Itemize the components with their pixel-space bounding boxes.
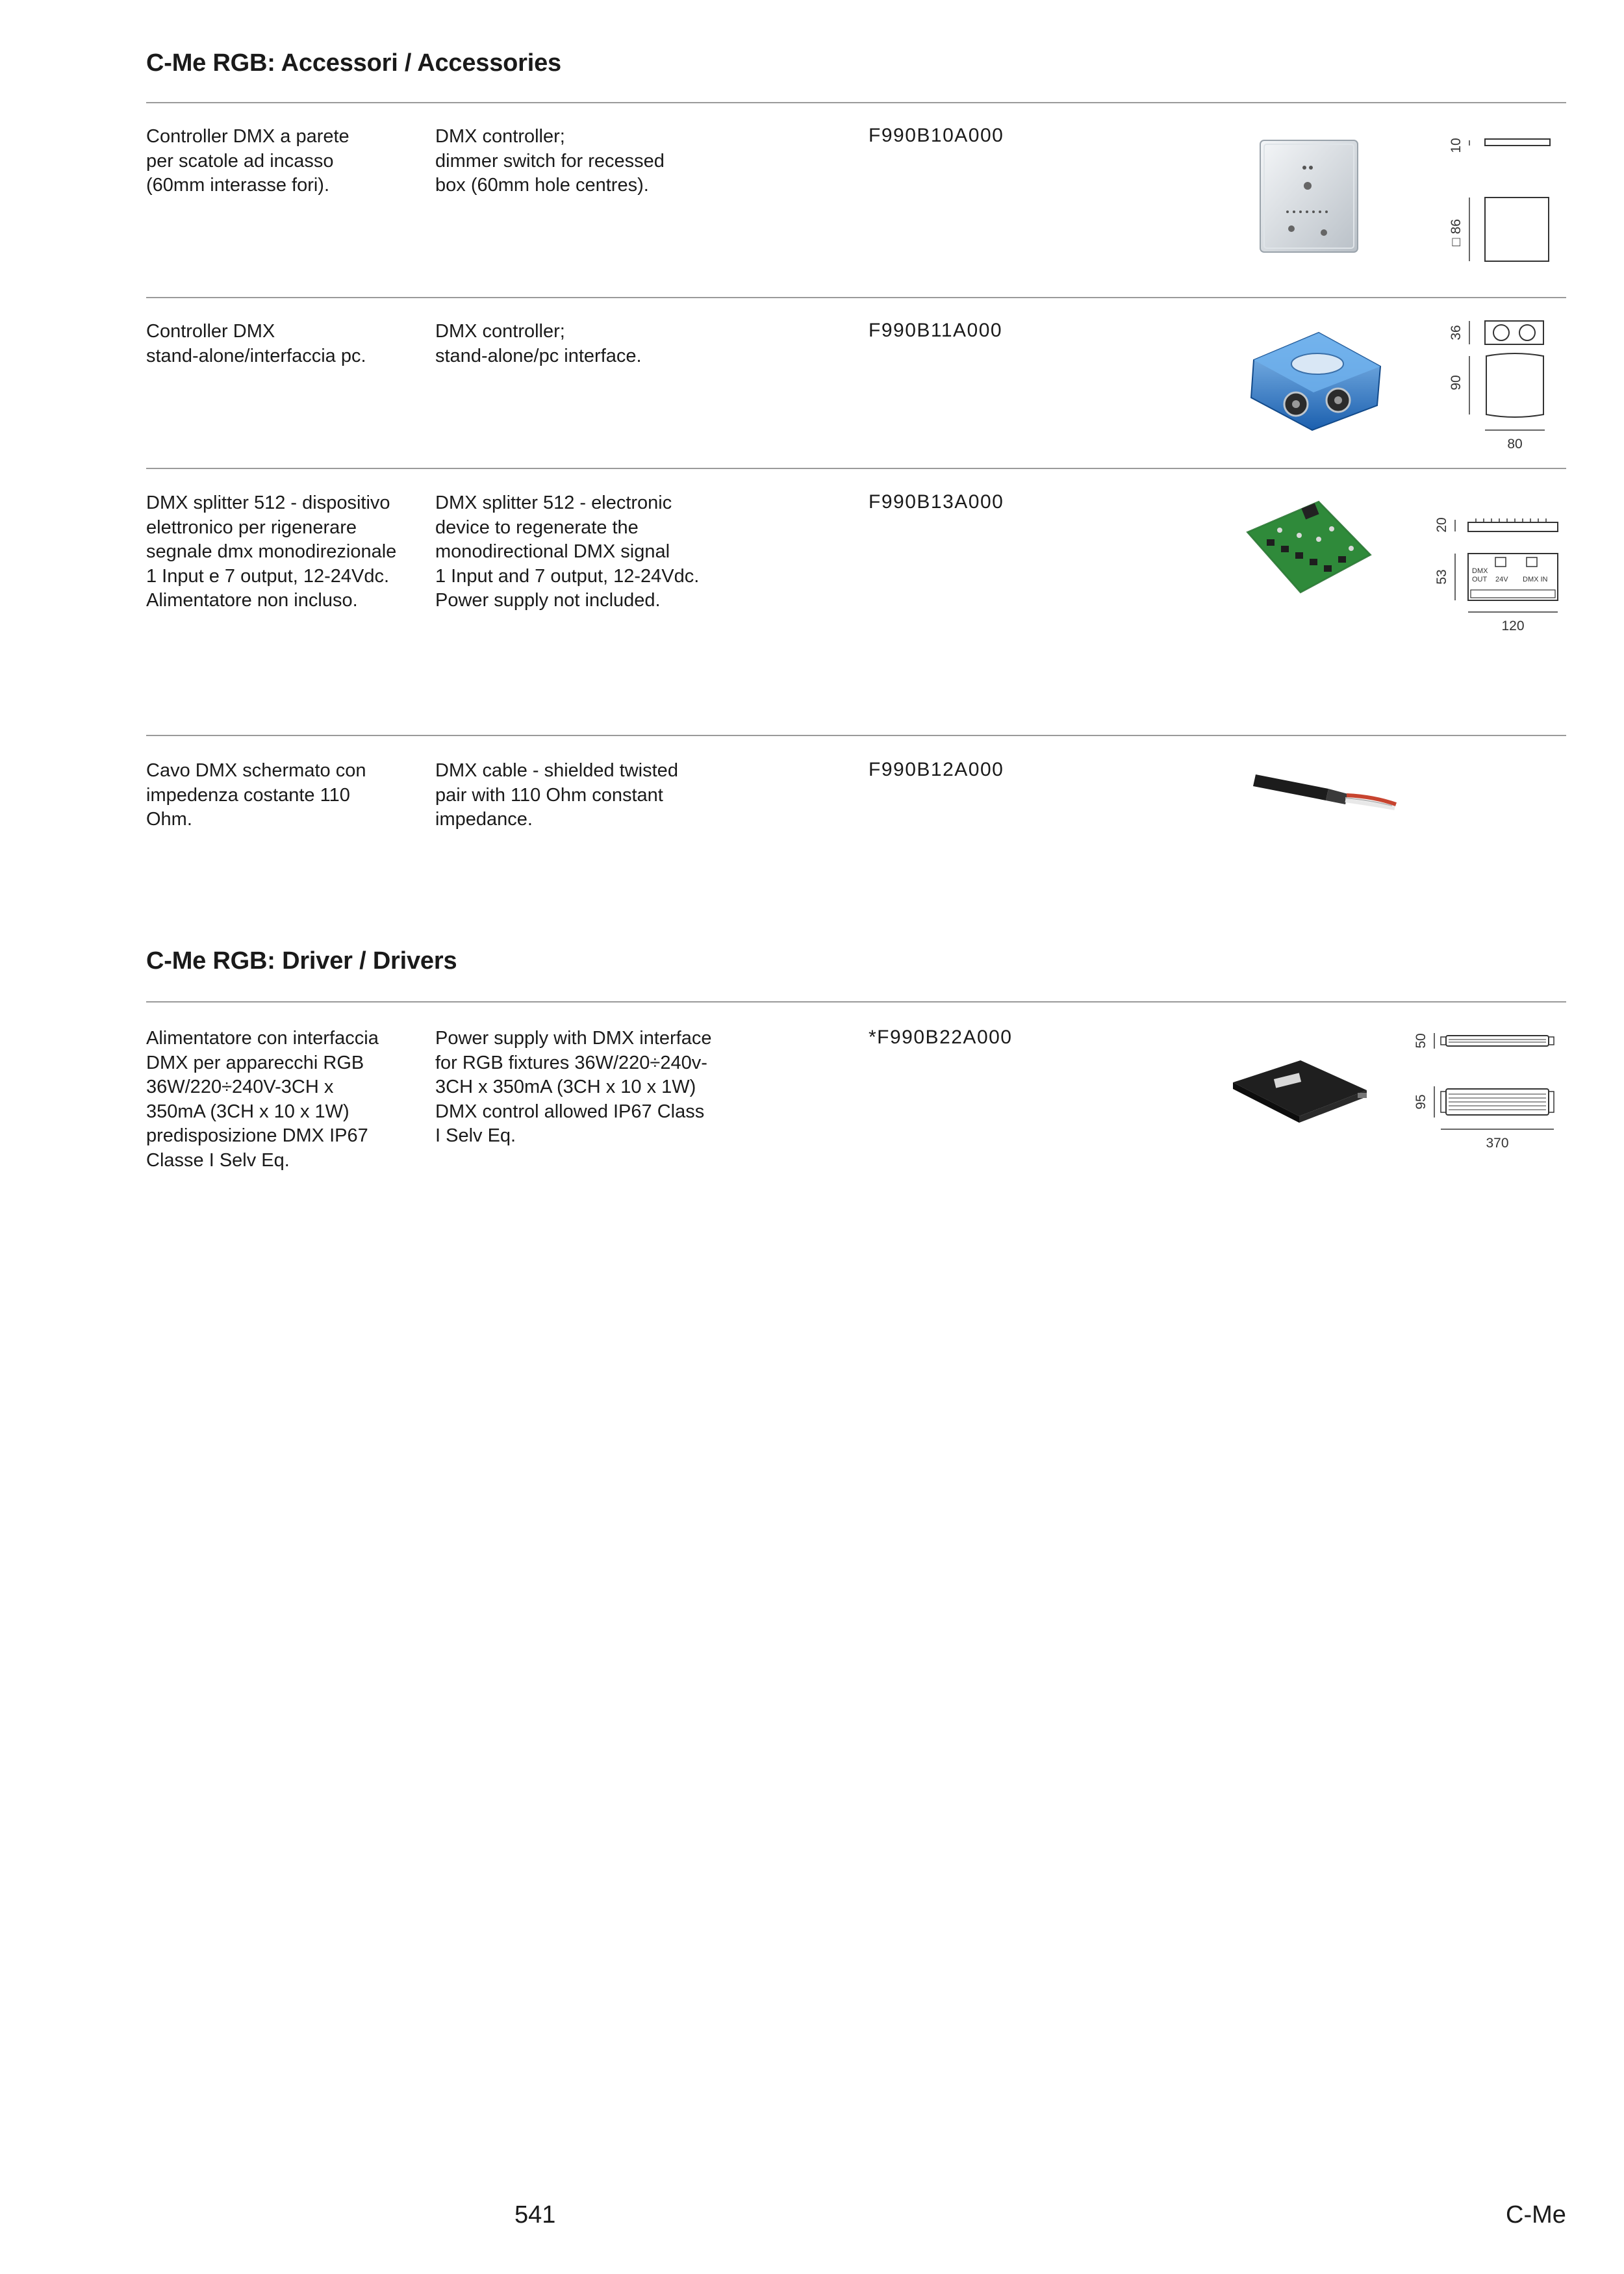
page-number: 541 (514, 2201, 556, 2229)
dim-height: 50 (1414, 1033, 1428, 1049)
product-code: F990B10A000 (869, 125, 1004, 146)
description-english: DMX splitter 512 - electronic device to regenerate the monodirectional DMX signal 1 Input and 7 output, 12-24Vdc. Power supply not included. (435, 492, 700, 611)
wall-controller-dimension-drawing (1429, 125, 1559, 274)
section-divider (146, 102, 1566, 103)
dmx-cable-photo (1250, 759, 1406, 817)
standalone-controller-photo (1241, 321, 1390, 435)
section-divider (146, 1001, 1566, 1003)
description-italian: Alimentatore con interfaccia DMX per apparecchi RGB 36W/220÷240V-3CH x 350mA (3CH x 10 x 1W) predisposizione DMX IP67 Classe I Selv Eq. (146, 1028, 379, 1171)
section-title-accessories: C-Me RGB: Accessori / Accessories (146, 49, 561, 77)
product-row-power-supply (146, 1027, 1566, 1221)
standalone-controller-dimension-drawing (1429, 307, 1559, 466)
product-row-dmx-cable (146, 759, 1566, 889)
dim-depth: 10 (1449, 138, 1464, 153)
dmx-splitter-photo (1241, 496, 1377, 600)
description-italian: Controller DMX stand-alone/interfaccia pc. (146, 321, 366, 366)
dim-width: 80 (1507, 437, 1523, 452)
product-code: F990B11A000 (869, 320, 1003, 341)
dim-height: 20 (1434, 517, 1449, 533)
dim-width: 120 (1501, 619, 1525, 633)
row-divider (146, 297, 1566, 298)
dim-side: □ 86 (1449, 219, 1464, 246)
description-english: Power supply with DMX interface for RGB fixtures 36W/220÷240v- 3CH x 350mA (3CH x 10 x 1W) DMX control allowed IP67 Class I Selv Eq. (435, 1028, 712, 1147)
description-italian: Controller DMX a parete per scatole ad incasso (60mm interasse fori). (146, 126, 349, 196)
board-label-dmx: DMX (1472, 567, 1488, 575)
dmx-splitter-dimension-drawing (1416, 491, 1566, 641)
dim-depth: 90 (1449, 375, 1464, 390)
description-italian: Cavo DMX schermato con impedenza costante 110 Ohm. (146, 760, 366, 830)
product-row-wall-controller (146, 125, 1566, 287)
product-code: *F990B22A000 (869, 1027, 1013, 1048)
dim-length: 370 (1486, 1136, 1509, 1151)
description-english: DMX cable - shielded twisted pair with 110 Ohm constant impedance. (435, 760, 678, 830)
description-english: DMX controller; stand-alone/pc interface. (435, 321, 642, 366)
description-italian: DMX splitter 512 - dispositivo elettronico per rigenerare segnale dmx monodirezionale 1 Input e 7 output, 12-24Vdc. Alimentatore non incluso. (146, 492, 397, 611)
section-title-drivers: C-Me RGB: Driver / Drivers (146, 947, 457, 975)
dim-depth: 53 (1434, 569, 1449, 585)
power-supply-dimension-drawing (1397, 1027, 1566, 1156)
row-divider (146, 468, 1566, 469)
product-code: F990B13A000 (869, 491, 1004, 513)
product-row-standalone-controller (146, 320, 1566, 463)
wall-controller-photo (1241, 130, 1371, 260)
dim-height: 36 (1449, 325, 1464, 340)
board-label-out: OUT (1472, 576, 1488, 583)
product-row-dmx-splitter (146, 491, 1566, 732)
row-divider (146, 735, 1566, 736)
power-supply-photo (1228, 1054, 1377, 1125)
product-code: F990B12A000 (869, 759, 1004, 780)
dim-width: 95 (1414, 1094, 1428, 1110)
footer-brand: C-Me (1506, 2201, 1566, 2229)
description-english: DMX controller; dimmer switch for recessed box (60mm hole centres). (435, 126, 665, 196)
board-label-dmx-in: DMX IN (1523, 576, 1548, 583)
board-label-24v: 24V (1495, 576, 1508, 583)
